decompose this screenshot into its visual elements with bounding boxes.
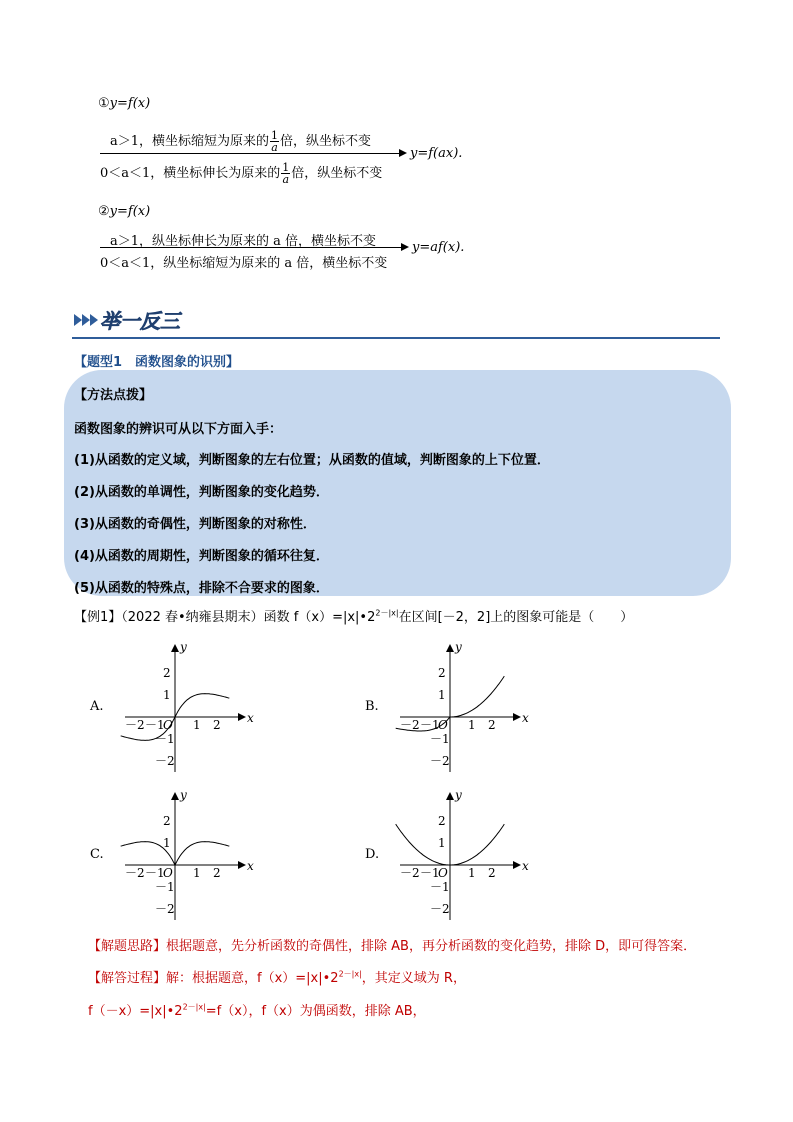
option-label: C. — [90, 847, 104, 862]
option-label: A. — [90, 699, 104, 714]
y-axis-label: y — [180, 788, 187, 802]
y-axis-label: y — [455, 788, 462, 802]
x-tick-label: 1 — [193, 866, 201, 880]
y-tick-label: －2 — [430, 902, 450, 916]
y-tick-label: 1 — [438, 688, 446, 702]
method-item: (5)从函数的特殊点，排除不合要求的图象． — [74, 581, 329, 596]
transform2-upper-condition: a＞1，纵坐标伸长为原来的 a 倍，横坐标不变 — [110, 234, 377, 249]
example-question: 【例1】（2022 春•纳雍县期末）函数 $f(x)=|x|•2^{2-|x|}$在区间[－2，2]上的图象可能是（ ） — [74, 608, 634, 625]
x-tick-label: －2 — [125, 866, 145, 880]
transform1-result: y=f(ax). — [410, 146, 463, 161]
origin-label: O — [438, 866, 448, 880]
transform2-result: y=af(x). — [412, 240, 465, 255]
y-axis-label: y — [180, 640, 187, 654]
banner-arrow-icon — [90, 314, 98, 326]
x-tick-label: 1 — [193, 718, 201, 732]
banner-arrow-icon — [74, 314, 82, 326]
solution-process: 【解答过程】解：根据题意，$f(x)=|x|•2^{2-|x|}$，其定义域为 R， — [88, 969, 466, 986]
option-label: B. — [365, 699, 379, 714]
y-tick-label: 1 — [163, 688, 171, 702]
x-tick-label: －2 — [400, 866, 420, 880]
x-tick-label: －2 — [400, 718, 420, 732]
transform2-lower-condition: 0＜a＜1，纵坐标缩短为原来的 a 倍，横坐标不变 — [100, 256, 388, 271]
transform1-source: ①y=f(x) — [98, 96, 151, 111]
x-tick-label: －1 — [420, 866, 440, 880]
x-axis-label: x — [522, 711, 529, 725]
transform2-source: ②y=f(x) — [98, 204, 151, 219]
type-title: 【题型1 函数图象的识别】 — [74, 355, 240, 370]
option-graphs — [80, 632, 540, 922]
origin-label: O — [163, 866, 173, 880]
option-label: D. — [365, 847, 380, 862]
y-tick-label: 2 — [163, 666, 171, 680]
x-tick-label: 2 — [213, 718, 221, 732]
x-axis-label: x — [522, 859, 529, 873]
transform2-arrow — [100, 247, 402, 248]
method-item: (2)从函数的单调性，判断图象的变化趋势． — [74, 485, 329, 500]
y-tick-label: －1 — [430, 732, 450, 746]
x-tick-label: －1 — [145, 718, 165, 732]
banner-text: 举一反三 — [100, 309, 180, 333]
solution-line3: $f(-x)=|x|•2^{2-|x|}=f(x)$，f（x）为偶函数，排除 AB， — [88, 1002, 426, 1019]
transform1-lower-condition: 0＜a＜1，横坐标伸长为原来的 $\frac{1}{a}$ 倍，纵坐标不变 — [100, 161, 383, 186]
y-tick-label: 2 — [163, 814, 171, 828]
y-tick-label: －2 — [430, 754, 450, 768]
banner-arrow-icon — [82, 314, 90, 326]
y-tick-label: －2 — [155, 754, 175, 768]
x-axis-label: x — [247, 711, 254, 725]
transform1-arrowhead — [399, 149, 407, 157]
y-tick-label: 1 — [163, 836, 171, 850]
x-tick-label: －1 — [420, 718, 440, 732]
y-tick-label: －1 — [430, 880, 450, 894]
x-tick-label: 2 — [488, 866, 496, 880]
method-item: (3)从函数的奇偶性，判断图象的对称性． — [74, 517, 316, 532]
y-tick-label: 2 — [438, 814, 446, 828]
transform1-upper-condition: a＞1，横坐标缩短为原来的 $\frac{1}{a}$ 倍，纵坐标不变 — [110, 129, 372, 154]
y-tick-label: 1 — [438, 836, 446, 850]
y-tick-label: －1 — [155, 880, 175, 894]
x-tick-label: 2 — [488, 718, 496, 732]
method-title: 【方法点拨】 — [74, 388, 153, 403]
method-intro: 函数图象的辨识可从以下方面入手： — [74, 422, 283, 437]
x-axis-label: x — [247, 859, 254, 873]
x-tick-label: 1 — [468, 718, 476, 732]
transform2-arrowhead — [401, 243, 409, 251]
y-tick-label: －2 — [155, 902, 175, 916]
x-tick-label: －1 — [145, 866, 165, 880]
y-tick-label: －1 — [155, 732, 175, 746]
method-item: (4)从函数的周期性，判断图象的循环往复． — [74, 549, 329, 564]
method-item: (1)从函数的定义域，判断图象的左右位置；从函数的值域，判断图象的上下位置． — [74, 453, 550, 468]
solution-idea: 【解题思路】根据题意，先分析函数的奇偶性，排除 AB，再分析函数的变化趋势，排除 D，即可得答案． — [88, 939, 697, 954]
section-divider — [72, 337, 720, 339]
x-tick-label: 2 — [213, 866, 221, 880]
section-banner — [72, 306, 212, 336]
y-tick-label: 2 — [438, 666, 446, 680]
origin-label: O — [438, 718, 448, 732]
transform1-arrow — [100, 153, 400, 154]
y-axis-label: y — [455, 640, 462, 654]
x-tick-label: －2 — [125, 718, 145, 732]
x-tick-label: 1 — [468, 866, 476, 880]
origin-label: O — [163, 718, 173, 732]
